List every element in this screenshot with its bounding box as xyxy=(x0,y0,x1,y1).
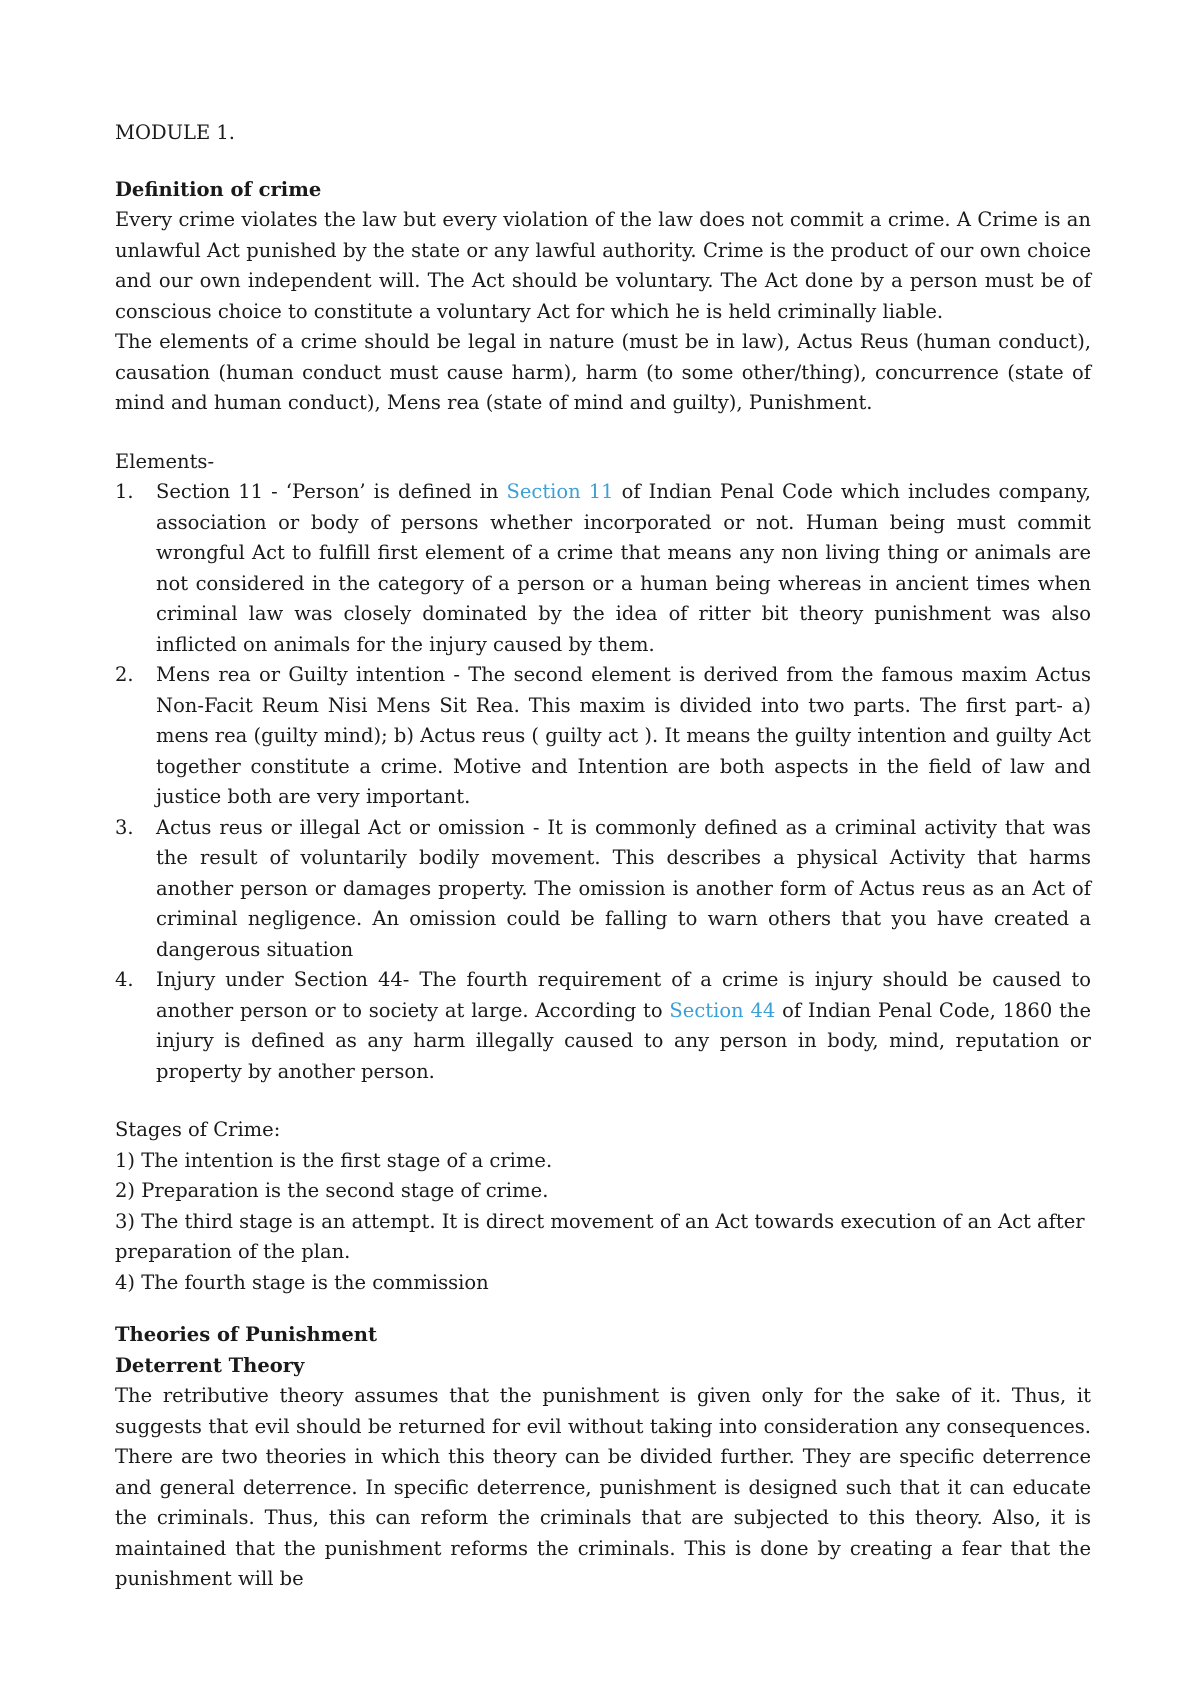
stage-item: 4) The fourth stage is the commission xyxy=(115,1270,489,1294)
list-item-text: Mens rea or Guilty intention - The second element is derived from the famous maxim Actus Non-Facit Reum Nisi Mens Sit Rea. This maxim is divided into two parts. The first part- a) mens rea (guilty mind); b) Actus reus ( guilty act ). It means the guilty intention and guilty Act together constitute a crime. Motive and Intention are both aspects in the field of law and justice both are very important. xyxy=(156,663,1091,808)
theories-heading: Theories of Punishment xyxy=(115,1323,377,1346)
list-item xyxy=(115,965,1091,1087)
list-item xyxy=(115,477,1091,660)
elements-label: Elements- xyxy=(115,449,215,473)
section-11-link[interactable]: Section 11 xyxy=(506,480,614,503)
stage-item: 1) The intention is the first stage of a crime. xyxy=(115,1148,553,1172)
deterrent-theory-paragraph: The retributive theory assumes that the punishment is given only for the sake of it. Thus, it suggests that evil should be returned for evil without taking into consideration any consequences. There are two theories in which this theory can be divided further. They are specific deterrence and general deterrence. In specific deterrence, punishment is designed such that it can educate the criminals. Thus, this can reform the criminals that are subjected to this theory. Also, it is maintained that the punishment reforms the criminals. This is done by creating a fear that the punishment will be xyxy=(115,1384,1091,1590)
stage-item: 3) The third stage is an attempt. It is direct movement of an Act towards execution of an Act after preparation of the plan. xyxy=(115,1209,1085,1263)
list-item xyxy=(115,813,1091,966)
definition-paragraph-1: Every crime violates the law but every violation of the law does not commit a crime. A Crime is an unlawful Act punished by the state or any lawful authority. Crime is the product of our own choice and our own independent will. The Act should be voluntary. The Act done by a person must be of conscious choice to constitute a voluntary Act for which he is held criminally liable. xyxy=(115,208,1091,323)
elements-list xyxy=(115,477,1091,1087)
list-item-number: 3. xyxy=(115,815,134,839)
module-title: MODULE 1. xyxy=(115,121,236,144)
list-item-text: Injury under Section 44- The fourth requirement of a crime is injury should be caused to another person or to society at large. According to Section 44 of Indian Penal Code, 1860 the injury is defined as any harm illegally caused to any person in body, mind, reputation or property by another person. xyxy=(156,968,1092,1083)
definition-heading: Definition of crime xyxy=(115,177,322,201)
definition-paragraph-2: The elements of a crime should be legal in nature (must be in law), Actus Reus (human conduct), causation (human conduct must cause harm), harm (to some other/thing), concurrence (state of mind and human conduct), Mens rea (state of mind and guilty), Punishment. xyxy=(115,330,1091,414)
section-44-link[interactable]: Section 44 xyxy=(669,998,776,1022)
list-item-text: Section 11 - ‘Person’ is defined in Section 11 of Indian Penal Code which includes company, association or body of persons whether incorporated or not. Human being must commit wrongful Act to fulfill first element of a crime that means any non living thing or animals are not considered in the category of a person or a human being whereas in ancient times when criminal law was closely dominated by the idea of ritter bit theory punishment was also inflicted on animals for the injury caused by them. xyxy=(156,480,1092,656)
list-item-number: 1. xyxy=(115,480,134,503)
list-item-text: Actus reus or illegal Act or omission - It is commonly defined as a criminal activity that was the result of voluntarily bodily movement. This describes a physical Activity that harms another person or damages property. The omission is another form of Actus reus as an Act of criminal negligence. An omission could be falling to warn others that you have created a dangerous situation xyxy=(156,815,1091,961)
list-item-number: 4. xyxy=(115,968,134,991)
document-page xyxy=(115,118,1091,1595)
list-item-number: 2. xyxy=(115,663,134,686)
stage-item: 2) Preparation is the second stage of crime. xyxy=(115,1179,549,1202)
stages-label: Stages of Crime: xyxy=(115,1118,281,1141)
list-item xyxy=(115,660,1091,813)
deterrent-theory-heading: Deterrent Theory xyxy=(115,1353,305,1377)
